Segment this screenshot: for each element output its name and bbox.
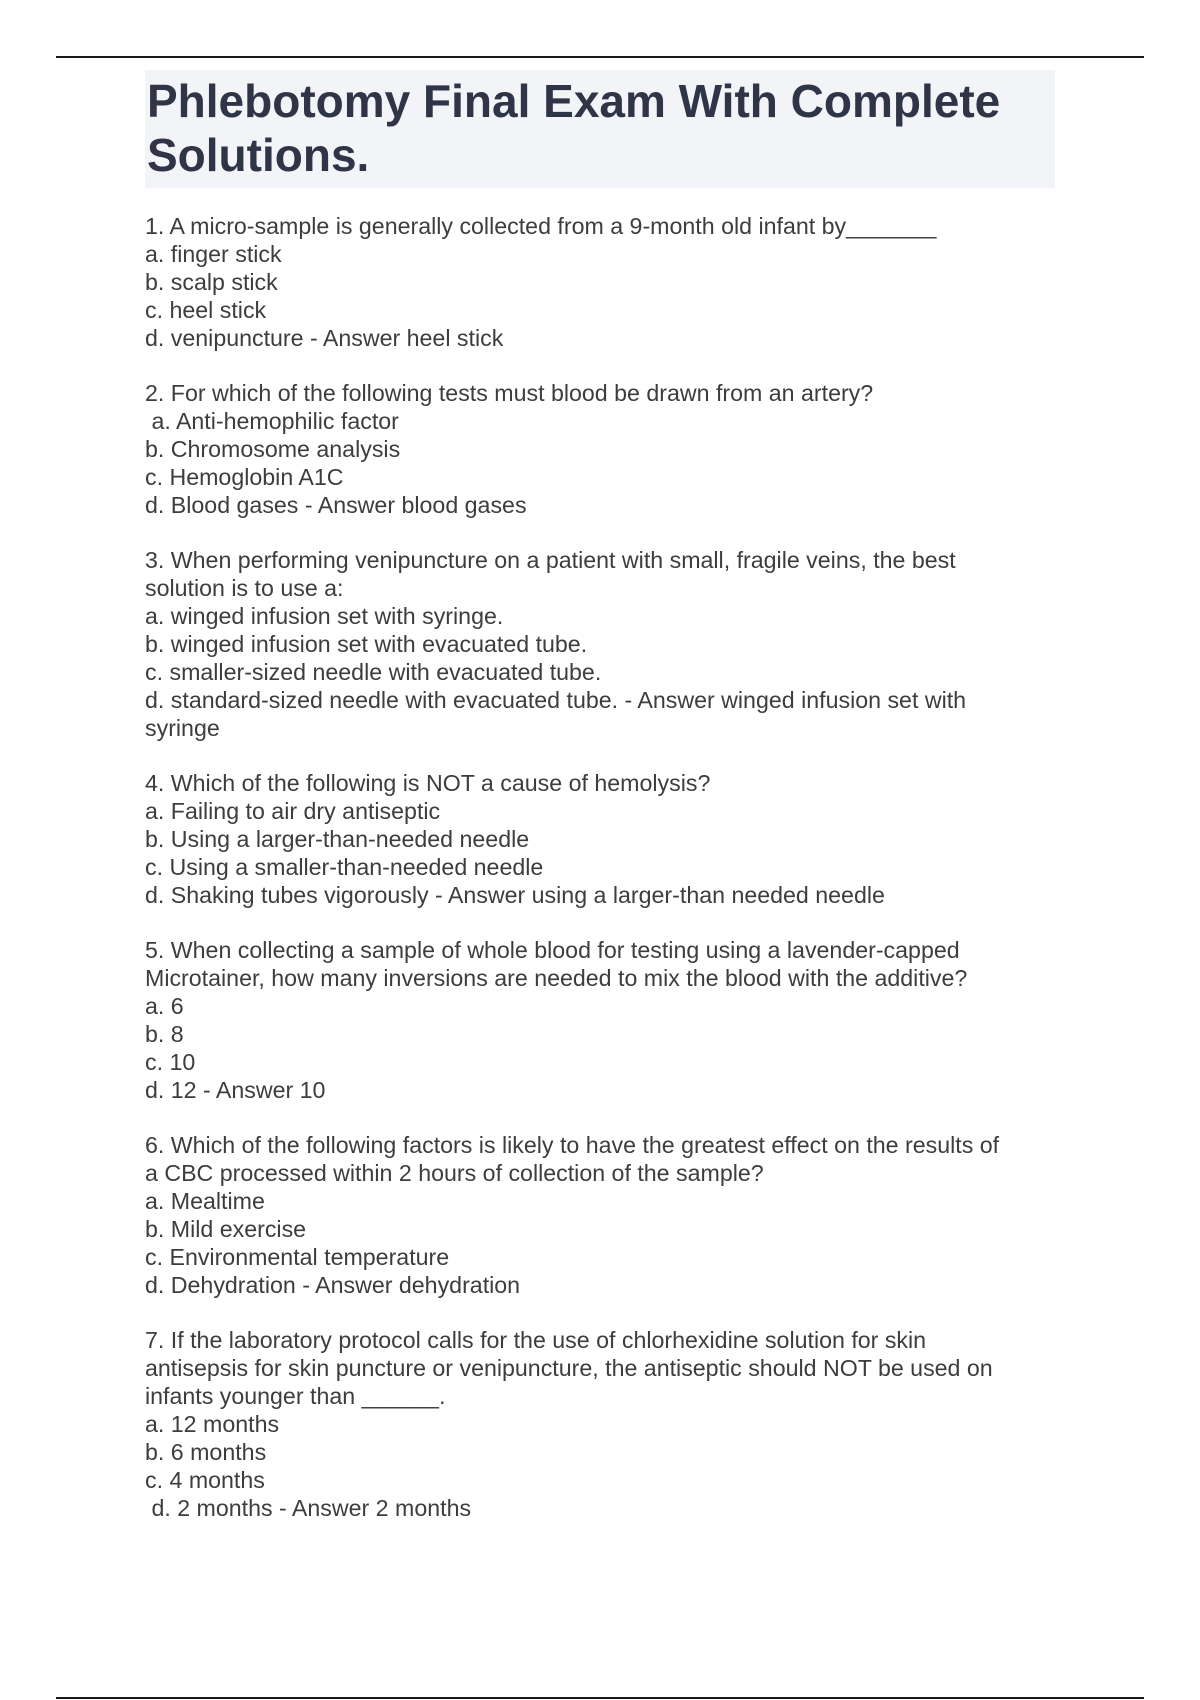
question-4 bbox=[145, 769, 1065, 909]
answer-option: b. 6 months bbox=[145, 1439, 267, 1465]
answer-option: b. winged infusion set with evacuated tube. bbox=[145, 631, 588, 657]
answer-option: c. Environmental temperature bbox=[145, 1244, 450, 1270]
answer-option-with-answer: d. 12 - Answer 10 bbox=[145, 1077, 326, 1103]
answer-option: c. Hemoglobin A1C bbox=[145, 464, 344, 490]
answer-option: a. Anti-hemophilic factor bbox=[145, 408, 399, 434]
answer-option-with-answer: d. Dehydration - Answer dehydration bbox=[145, 1272, 521, 1298]
answer-option-with-answer: d. Shaking tubes vigorously - Answer using a larger-than needed needle bbox=[145, 882, 885, 908]
question-line: 6. Which of the following factors is likely to have the greatest effect on the results of bbox=[145, 1132, 1000, 1158]
answer-option-with-answer: d. Blood gases - Answer blood gases bbox=[145, 492, 527, 518]
answer-option: b. scalp stick bbox=[145, 269, 278, 295]
question-line: solution is to use a: bbox=[145, 575, 344, 601]
question-line: 3. When performing venipuncture on a patient with small, fragile veins, the best bbox=[145, 547, 956, 573]
question-6 bbox=[145, 1131, 1065, 1299]
question-line: 4. Which of the following is NOT a cause of hemolysis? bbox=[145, 770, 711, 796]
question-line: 7. If the laboratory protocol calls for the use of chlorhexidine solution for skin bbox=[145, 1327, 927, 1353]
answer-option: a. Mealtime bbox=[145, 1188, 265, 1214]
question-list bbox=[145, 212, 1065, 1522]
bottom-rule bbox=[56, 1697, 1144, 1699]
answer-option: c. smaller-sized needle with evacuated tube. bbox=[145, 659, 602, 685]
page-content bbox=[145, 70, 1065, 1549]
answer-option: c. 10 bbox=[145, 1049, 196, 1075]
question-line: a CBC processed within 2 hours of collection of the sample? bbox=[145, 1160, 764, 1186]
answer-option: a. 12 months bbox=[145, 1411, 280, 1437]
answer-option: c. Using a smaller-than-needed needle bbox=[145, 854, 544, 880]
top-rule bbox=[56, 56, 1144, 58]
answer-option: b. Using a larger-than-needed needle bbox=[145, 826, 530, 852]
question-line: 5. When collecting a sample of whole blood for testing using a lavender-capped bbox=[145, 937, 960, 963]
answer-option: b. 8 bbox=[145, 1021, 184, 1047]
question-2 bbox=[145, 379, 1065, 519]
answer-option: a. winged infusion set with syringe. bbox=[145, 603, 504, 629]
question-7 bbox=[145, 1326, 1065, 1522]
answer-option: a. 6 bbox=[145, 993, 184, 1019]
title-line-1: Phlebotomy Final Exam With Complete bbox=[147, 75, 1001, 127]
question-line: 1. A micro-sample is generally collected from a 9-month old infant by_______ bbox=[145, 213, 937, 239]
question-line: antisepsis for skin puncture or venipuncture, the antiseptic should NOT be used on bbox=[145, 1355, 993, 1381]
title-line-2: Solutions. bbox=[147, 129, 370, 181]
answer-option: b. Mild exercise bbox=[145, 1216, 307, 1242]
question-line: Microtainer, how many inversions are needed to mix the blood with the additive? bbox=[145, 965, 968, 991]
answer-option: b. Chromosome analysis bbox=[145, 436, 401, 462]
question-3 bbox=[145, 546, 1065, 742]
question-5 bbox=[145, 936, 1065, 1104]
answer-continuation: syringe bbox=[145, 715, 220, 741]
answer-option: a. Failing to air dry antiseptic bbox=[145, 798, 441, 824]
answer-option: c. heel stick bbox=[145, 297, 267, 323]
answer-option: c. 4 months bbox=[145, 1467, 265, 1493]
question-1 bbox=[145, 212, 1065, 352]
answer-option: a. finger stick bbox=[145, 241, 282, 267]
page-title bbox=[145, 70, 1055, 188]
question-line: 2. For which of the following tests must blood be drawn from an artery? bbox=[145, 380, 874, 406]
answer-option-with-answer: d. standard-sized needle with evacuated tube. - Answer winged infusion set with bbox=[145, 687, 967, 713]
answer-option-with-answer: d. 2 months - Answer 2 months bbox=[145, 1495, 472, 1521]
answer-option-with-answer: d. venipuncture - Answer heel stick bbox=[145, 325, 504, 351]
question-line: infants younger than ______. bbox=[145, 1383, 446, 1409]
